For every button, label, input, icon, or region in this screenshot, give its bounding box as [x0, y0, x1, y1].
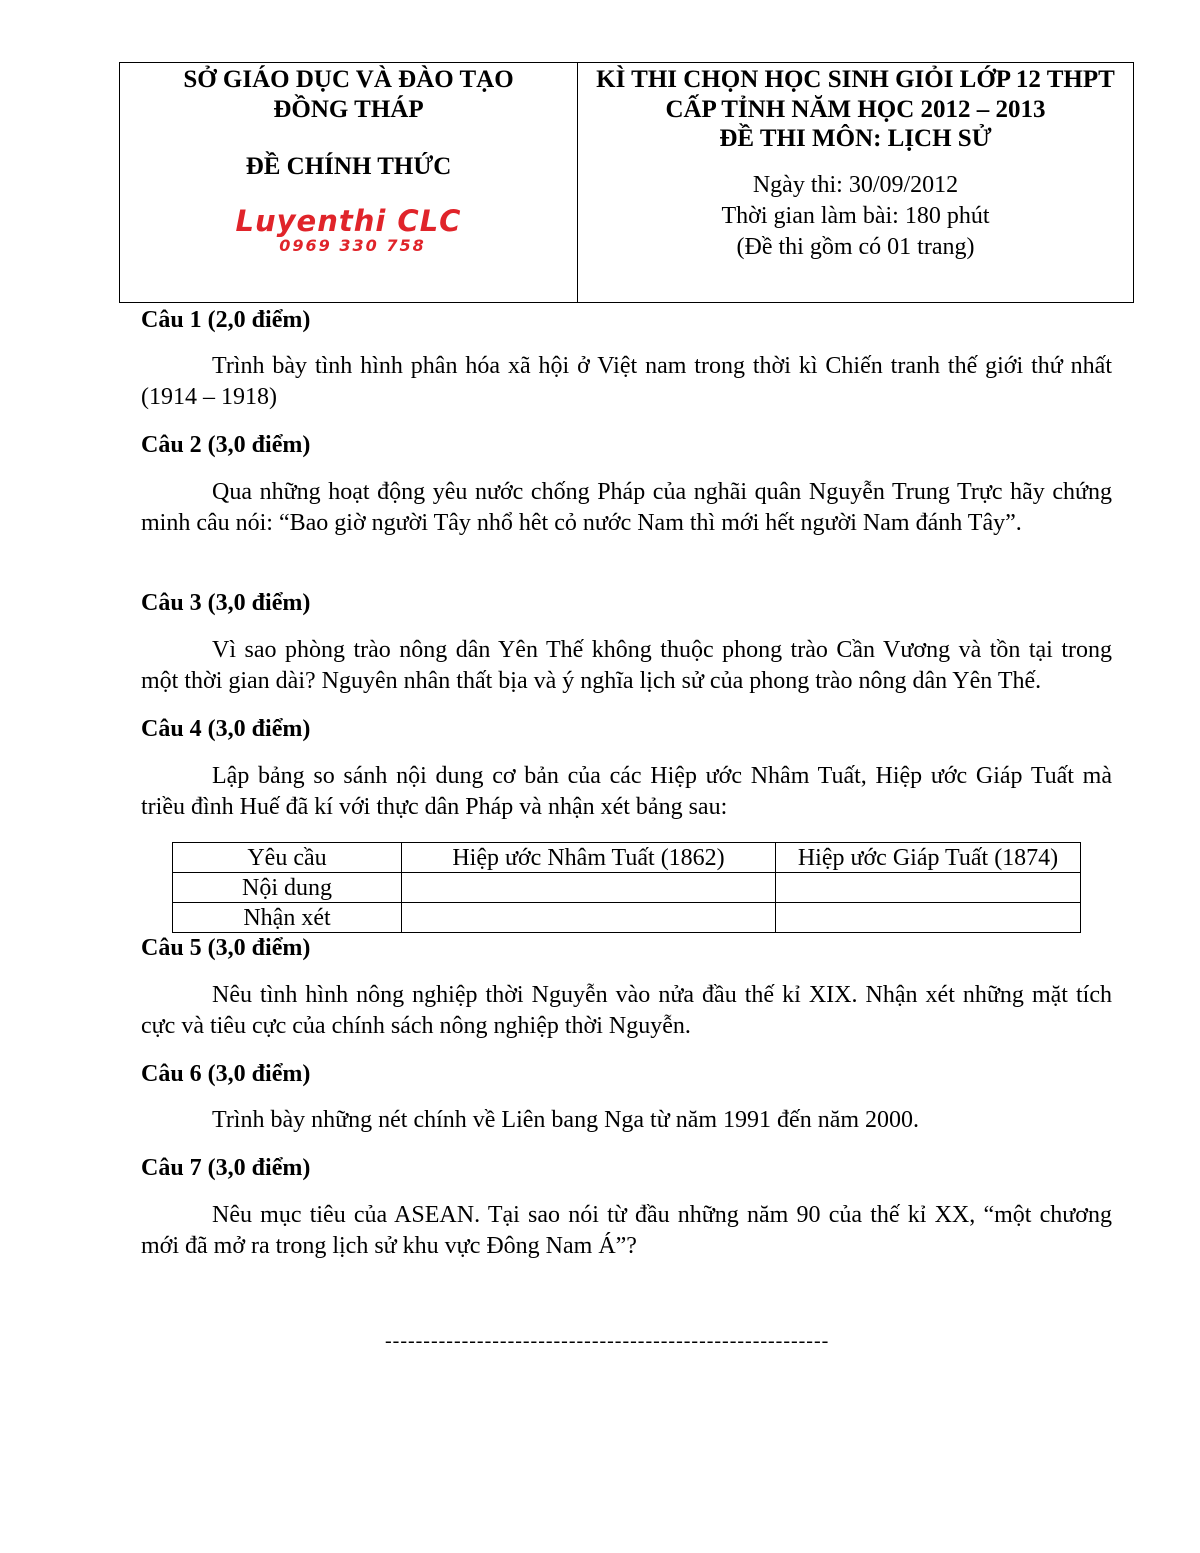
question-7-body: Nêu mục tiêu của ASEAN. Tại sao nói từ đầu những năm 90 của thế kỉ XX, “một chương mới đã mở ra trong lịch sử khu vực Đông Nam Á”? [141, 1202, 1112, 1259]
exam-duration: Thời gian làm bài: 180 phút [721, 203, 990, 229]
question-5-title: Câu 5 (3,0 điểm) [141, 935, 311, 961]
table-header-cell: Hiệp ước Nhâm Tuất (1862) [402, 843, 776, 873]
header-right-cell [578, 63, 1133, 302]
exam-title-line2: CẤP TỈNH NĂM HỌC 2012 – 2013 [665, 96, 1046, 123]
header-left-cell [120, 63, 578, 302]
question-1-title: Câu 1 (2,0 điểm) [141, 307, 311, 333]
question-7-title: Câu 7 (3,0 điểm) [141, 1155, 311, 1181]
question-4-body: Lập bảng so sánh nội dung cơ bản của các Hiệp ước Nhâm Tuất, Hiệp ước Giáp Tuất mà triều đình Huế đã kí với thực dân Pháp và nhận xét bảng sau: [141, 763, 1112, 820]
table-cell [776, 873, 1081, 903]
table-row [173, 873, 1081, 903]
end-divider: ---------------------------------------------------------- [385, 1330, 830, 1352]
table-header-row [173, 843, 1081, 873]
department-line1: SỞ GIÁO DỤC VÀ ĐÀO TẠO [183, 66, 514, 93]
question-6-title: Câu 6 (3,0 điểm) [141, 1061, 311, 1087]
question-4-title: Câu 4 (3,0 điểm) [141, 716, 311, 742]
table-row-label: Nhận xét [173, 903, 402, 933]
table-header-cell: Yêu cầu [173, 843, 402, 873]
table-cell [402, 873, 776, 903]
logo-text: Luyenthi CLC [235, 204, 462, 238]
table-cell [776, 903, 1081, 933]
department-line2: ĐỒNG THÁP [273, 96, 424, 123]
exam-pages-note: (Đề thi gồm có 01 trang) [736, 234, 975, 260]
question-3-body: Vì sao phòng trào nông dân Yên Thế không thuộc phong trào Cần Vương và tồn tại trong một thời gian dài? Nguyên nhân thất bịa và ý nghĩa lịch sử của phong trào nông dân Yên Thế. [141, 637, 1112, 694]
question-3-title: Câu 3 (3,0 điểm) [141, 590, 311, 616]
table-row-label: Nội dung [173, 873, 402, 903]
exam-title-line1: KÌ THI CHỌN HỌC SINH GIỎI LỚP 12 THPT [596, 66, 1115, 93]
question-6-body: Trình bày những nét chính về Liên bang Nga từ năm 1991 đến năm 2000. [212, 1107, 920, 1133]
watermark-logo [120, 205, 577, 255]
question-5-body: Nêu tình hình nông nghiệp thời Nguyễn vào nửa đầu thế kỉ XIX. Nhận xét những mặt tích cực và tiêu cực của chính sách nông nghiệp thời Nguyễn. [141, 982, 1112, 1039]
table-cell [402, 903, 776, 933]
exam-subject: ĐỀ THI MÔN: LỊCH SỬ [719, 125, 992, 152]
comparison-table [172, 842, 1081, 933]
exam-header [119, 62, 1134, 303]
exam-date: Ngày thi: 30/09/2012 [752, 172, 959, 198]
question-1-body: Trình bày tình hình phân hóa xã hội ở Việt nam trong thời kì Chiến tranh thế giới thứ nhất (1914 – 1918) [141, 353, 1112, 410]
question-2-body: Qua những hoạt động yêu nước chống Pháp của nghãi quân Nguyễn Trung Trực hãy chứng minh câu nói: “Bao giờ người Tây nhổ hêt cỏ nước Nam thì mới hết người Nam đánh Tây”. [141, 479, 1112, 536]
table-header-cell: Hiệp ước Giáp Tuất (1874) [776, 843, 1081, 873]
question-2-title: Câu 2 (3,0 điểm) [141, 432, 311, 458]
table-row [173, 903, 1081, 933]
logo-phone: 0969 330 758 [279, 236, 426, 255]
official-label: ĐỀ CHÍNH THỨC [245, 153, 452, 180]
